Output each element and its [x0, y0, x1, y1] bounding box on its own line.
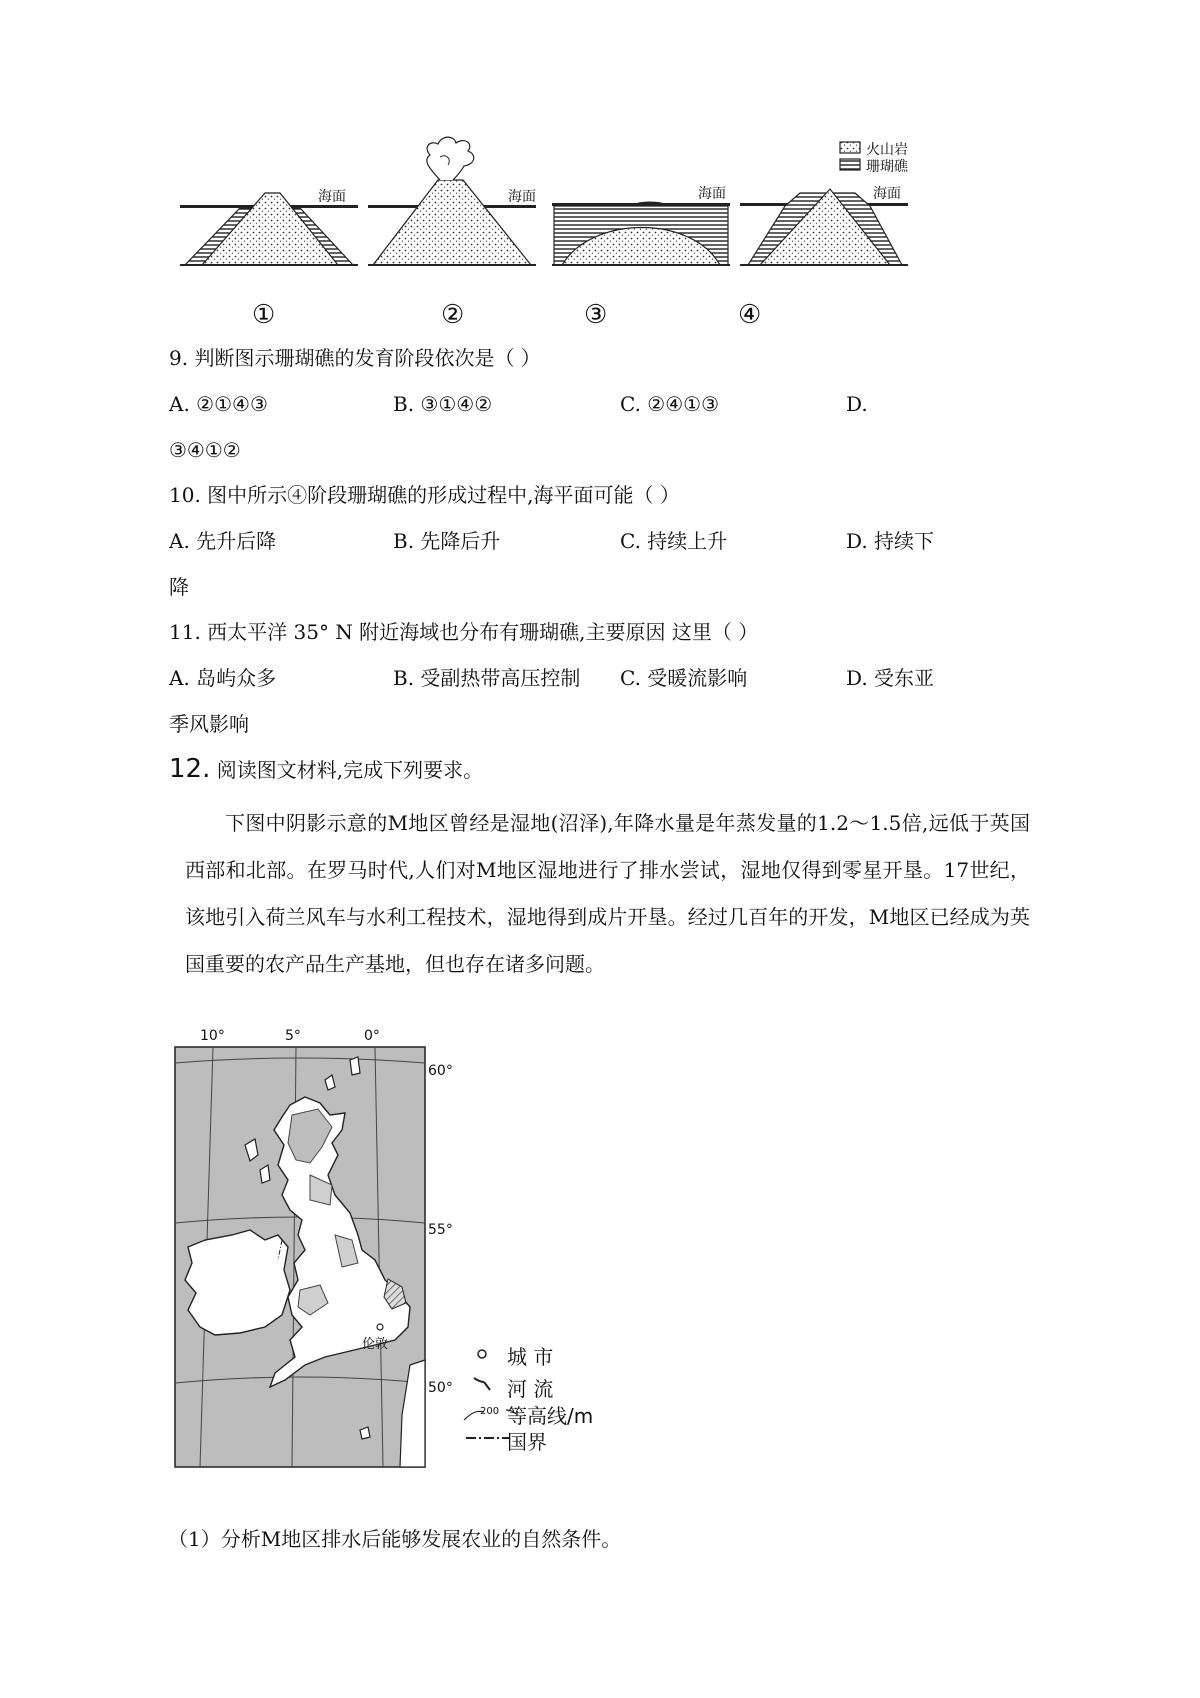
legend-border-label: 国界	[507, 1430, 547, 1454]
sea-label-1: 海面	[318, 189, 346, 205]
panel-label-4: ④	[738, 300, 762, 330]
q9-stem: 9. 判断图示珊瑚礁的发育阶段依次是（ ）	[169, 346, 541, 370]
city-symbol-icon	[478, 1350, 486, 1358]
q9-option-c: C. ②④①③	[620, 392, 720, 416]
panel-label-2: ②	[441, 300, 465, 330]
q11-option-b: B. 受副热带高压控制	[393, 666, 581, 690]
q11-option-a: A. 岛屿众多	[169, 666, 277, 690]
q9-option-a: A. ②①④③	[169, 392, 268, 416]
sea-label-3: 海面	[698, 186, 726, 202]
legend-city-label: 城 市	[507, 1345, 554, 1369]
britain-map	[170, 1035, 470, 1485]
q10-option-b: B. 先降后升	[393, 529, 501, 553]
panel-label-1: ①	[252, 300, 276, 330]
lat-label-55: 55°	[428, 1222, 453, 1238]
q11-option-d: D. 受东亚	[846, 666, 935, 690]
lat-label-60: 60°	[428, 1063, 453, 1079]
legend-coral-label: 珊瑚礁	[866, 159, 908, 175]
figure-legend	[840, 142, 860, 170]
q10-stem: 10. 图中所示④阶段珊瑚礁的形成过程中,海平面可能（ ）	[169, 483, 680, 507]
q9-option-d: D.	[846, 392, 868, 416]
legend-river-label: 河 流	[507, 1377, 554, 1401]
lon-label-5: 5°	[285, 1028, 301, 1044]
q12-header	[169, 752, 483, 787]
q12-number: 12.	[169, 754, 211, 784]
lon-label-10: 10°	[200, 1028, 225, 1044]
legend-volcanic-label: 火山岩	[866, 142, 908, 158]
legend-contour-label: 等高线/m	[507, 1404, 594, 1428]
panel-label-3: ③	[584, 300, 608, 330]
legend-contour-value: 200	[480, 1406, 500, 1417]
panel-3	[552, 202, 730, 266]
q10-option-a: A. 先升后降	[169, 529, 277, 553]
lon-label-0: 0°	[364, 1028, 380, 1044]
q12-paragraph: 下图中阴影示意的M地区曾经是湿地(沼泽),年降水量是年蒸发量的1.2～1.5倍,远低于英国西部和北部。在罗马时代,人们对M地区湿地进行了排水尝试，湿地仅得到零星开垦。17世纪，该地引入荷兰风车与水利工程技术，湿地得到成片开垦。经过几百年的开发，M地区已经成为英国重要的农产品生产基地，但也存在诸多问题。	[185, 811, 1030, 976]
q12-stem: 阅读图文材料,完成下列要求。	[216, 758, 484, 782]
q9-option-b: B. ③①④②	[393, 392, 493, 416]
q9-option-d-cont: ③④①②	[169, 438, 241, 462]
london-label: 伦敦	[362, 1337, 389, 1352]
q10-option-d: D. 持续下	[846, 529, 935, 553]
london-city-marker	[377, 1324, 383, 1330]
sea-label-4: 海面	[873, 186, 901, 202]
q10-option-d-cont: 降	[169, 575, 189, 599]
sea-label-2: 海面	[508, 189, 536, 205]
map-legend	[462, 1338, 622, 1498]
q11-option-c: C. 受暖流影响	[620, 666, 748, 690]
ireland-landmass	[185, 1230, 290, 1335]
q10-option-c: C. 持续上升	[620, 529, 728, 553]
q12-sub1: （1）分析M地区排水后能够发展农业的自然条件。	[168, 1527, 622, 1551]
q11-option-d-cont: 季风影响	[169, 712, 249, 736]
q11-stem: 11. 西太平洋 35° N 附近海域也分布有珊瑚礁,主要原因 这里（ ）	[169, 620, 759, 644]
lat-label-50: 50°	[428, 1380, 453, 1396]
river-symbol-icon	[474, 1378, 490, 1390]
